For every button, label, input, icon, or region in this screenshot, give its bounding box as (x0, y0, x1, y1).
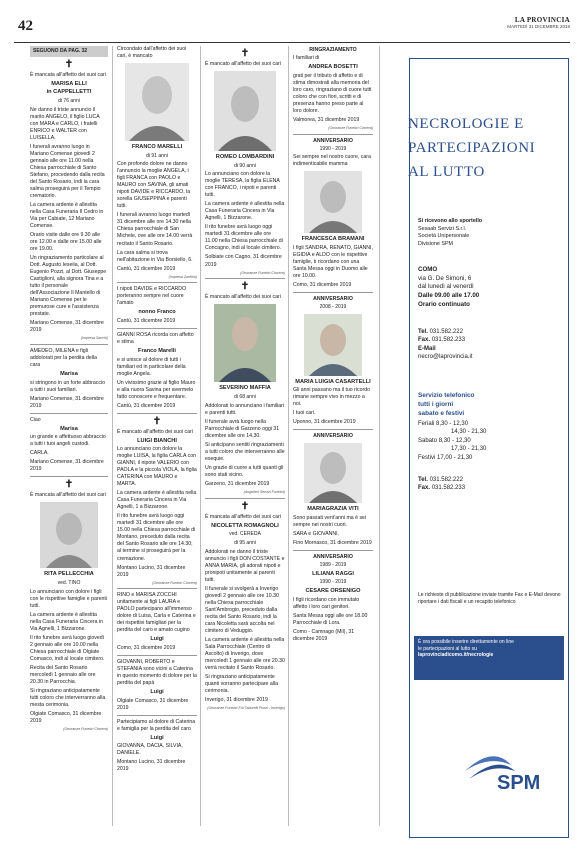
deceased-name: RITA PELLECCHIA (44, 571, 94, 578)
column-rule (112, 46, 113, 826)
office-contacts (418, 328, 563, 362)
office-street: via G. De Simoni, 6 (418, 274, 472, 282)
notice-intro: È mancata all'affetto dei suoi cari (30, 71, 106, 78)
notice-text: Il rito funebre avrà luogo giovedì 2 gennaio alle ore 10.00 nella Chiesa parrocchiale di Olgiate Comasco, indi al locale cimitero. (30, 634, 105, 662)
portrait-photo (214, 304, 276, 382)
phone-contacts (418, 476, 563, 493)
spm-logo (463, 741, 553, 793)
agency-signature: (Onoranze Funebri F.lli Taborelli Pozzi - Inverigo) (207, 706, 285, 711)
deceased-name: ROMEO LOMBARDINI (215, 154, 275, 161)
deceased-name: Marisa (60, 425, 78, 432)
notice-text: RINO e MARISA ZOCCHI unitamente ai figli LAURA e PAOLO partecipano all'immenso dolore di Luisa, Carla e Caterina e dei rispettivi famigliari per la perdita del caro e amato cugino (117, 592, 196, 634)
cross-icon: ✝ (240, 500, 250, 512)
deceased-name: MARIA LUIGIA CASARTELLI (295, 378, 371, 385)
deceased-age: di 68 anni (234, 393, 256, 400)
hours-label: Sabato (418, 437, 438, 444)
office-line: Divisione SPM (418, 240, 454, 247)
notice-text: Lo annunciano con dolore i figli con le rispettive famiglie e parenti tutti. (30, 588, 107, 609)
hours-value: 17,30 - 21,30 (451, 446, 487, 453)
notice-text: I funerali avranno luogo martedì 31 dicembre alle ore 14.30 nella Chiesa parrocchiale di San Michele, ove alle ore 14.00 verrà recitato il Santo Rosario. (117, 212, 193, 247)
column-4 (293, 46, 373, 645)
hours-value: 17,00 - 21,30 (437, 454, 473, 461)
notice-text: Santa Messa oggi alle ore 18.00 Parrocchiale di Lora. (293, 612, 368, 626)
section-title-line: NECROLOGIE E (408, 116, 524, 132)
deceased-name: LILIANA RAGGI (312, 570, 354, 577)
notice-place: Como, 31 dicembre 2019 (117, 645, 176, 652)
notice-place: Solbiate con Cagno, 31 dicembre 2019 (205, 254, 282, 268)
notice-intro: È mancato all'affetto dei suoi cari (117, 428, 193, 435)
cross-icon: ✝ (64, 58, 74, 70)
divider (117, 588, 197, 589)
hours-label: Festivi (418, 454, 436, 461)
office-address (418, 266, 563, 309)
notice-intro: Circondato dall'affetto dei suoi cari, è mancato (117, 46, 187, 60)
column-1 (30, 46, 108, 734)
cross-icon: ✝ (152, 415, 162, 427)
notice-text: Il rito funebre avrà luogo oggi martedì 31 dicembre alle ore 11.00 nella Chiesa parrocchiale di Concagno, indi al locale cimitero. (205, 224, 283, 252)
notice-place: Mariano Comense, 31 dicembre 2019 (30, 459, 104, 473)
section-title-line: PARTECIPAZIONI (408, 140, 536, 156)
anniversary-heading: ANNIVERSARIO (313, 295, 353, 302)
cross-icon: ✝ (240, 48, 250, 59)
notice-text: si stringono in un forte abbraccio a tutti i suoi familiari. (30, 379, 105, 393)
notice-text: Lo annunciano con dolore la moglie LUISA, la figlia CARLA con GIANNI, il nipote VALERIO con PAOLA e la piccola VIOLA, la figlia CATERINA con MAURO e MARTA. (117, 446, 197, 488)
notice-sign: I tuoi cari. (293, 410, 316, 417)
portrait-photo (40, 502, 98, 568)
notice-place: Cantù, 31 dicembre 2019 (117, 265, 176, 272)
column-3 (205, 46, 285, 713)
email-label: E-Mail (418, 345, 436, 352)
portrait-photo (125, 63, 189, 141)
tel-number[interactable]: 031.582.222 (429, 329, 463, 335)
phone-service-line: sabato e festivi (418, 409, 465, 417)
notice-text: La camera ardente è allestita nella Sala Parrocchiale (Centro di Ascolto) di Inverigo, dove mercoledì 1 gennaio alle ore 20.30 verrà recitato il Santo Rosario. (205, 636, 285, 671)
notice-sign: CARLA. (30, 450, 49, 457)
anniversary-heading: ANNIVERSARIO (313, 553, 353, 560)
notice-place: Fino Mornasco, 31 dicembre 2019 (293, 539, 372, 546)
column-2 (117, 46, 197, 775)
notice-text: AMEDEO, MILENA e figli addolorati per la perdita della cara (30, 347, 97, 368)
hours-value: 14,30 - 21,30 (451, 429, 487, 436)
online-banner[interactable] (414, 636, 564, 680)
notice-text: La camera ardente è allestita nella Casa Funeraria Il Cedro in Via per Cabiate, 12 Mariano Comense. (30, 201, 104, 229)
notice-sign: SARA e GIOVANNI. (293, 530, 340, 537)
notice-text: un grande e affettuoso abbraccio a tutti i tuoi angeli custodi. (30, 434, 106, 448)
notice-text: Il funerale si svolgerà a Inverigo giovedì 2 gennaio alle ore 10.30 nella Chiesa parrocchiale Sant'Ambrogio, preceduto dalla recita del Santo Rosario, indi la cara Nicoletta sarà accolta nel cimitero di Veduggio. (205, 585, 279, 634)
notice-place: Inverigo, 31 dicembre 2019 (205, 697, 268, 704)
anniversary-heading: ANNIVERSARIO (313, 433, 353, 440)
notice-text: GIOVANNI, ROBERTO e STEFANIA sono vicini a Caterina in questo momento di dolore per la perdita del papà (117, 659, 197, 687)
phone-service-line: Servizio telefonico (418, 392, 475, 399)
divider (293, 550, 373, 551)
deceased-name: Luigi (150, 689, 164, 696)
notice-text: I nipoti DAVIDE e RICCARDO porteranno sempre nel cuore l'amato (117, 286, 187, 307)
office-line: Società Unipersonale (418, 233, 470, 240)
office-line: Si ricevono allo sportello (418, 218, 483, 224)
divider (117, 282, 197, 283)
deceased-name-2: ved. CEREDA (229, 531, 261, 538)
divider (293, 429, 373, 430)
agency-signature: (Onoranze Funebri Cincera) (328, 125, 373, 130)
paper-name: LA PROVINCIA (514, 16, 570, 24)
office-continuous: Orario continuato (418, 300, 470, 308)
notice-place: Cantù, 31 dicembre 2019 (117, 318, 176, 324)
notice-text: Si ringraziano anticipatamente tutti coloro che interverranno alla mesta cerimonia. (30, 687, 106, 708)
notice-intro: È mancata all'affetto dei suoi cari (205, 513, 281, 520)
deceased-name: Luigi (150, 636, 164, 643)
notice-place: Como - Camnago (Mil), 31 dicembre 2019 (293, 628, 355, 642)
notice-text: La cara salma si trova nell'abitazione in Via Borsiello, 6. (117, 249, 193, 263)
divider (205, 498, 285, 499)
divider (293, 292, 373, 293)
notice-text: I funerali avranno luogo in Mariano Comense giovedì 2 gennaio alle ore 11.00 nella Chiesa parrocchiale di Santo Stefano, procedendo dalla recita del Santo Rosario, indi la cara salma proseguirà per il Tempio crematorio. (30, 143, 105, 199)
notice-text: Partecipiamo al dolore di Caterina e famiglia per la perdita del caro (117, 718, 196, 732)
cross-icon: ✝ (64, 479, 74, 491)
years-range: 1990 - 2019 (319, 145, 347, 152)
divider (117, 413, 197, 414)
notice-text: Sei sempre nel nostro cuore, cara indimenticabile mamma (293, 154, 371, 168)
header-rule (14, 42, 570, 43)
deceased-name-2: ved. TINO (57, 579, 81, 586)
notice-intro: È mancato all'affetto dei suoi cari (205, 294, 281, 301)
notice-intro: È mancato all'affetto dei suoi cari (205, 61, 281, 67)
notice-text: Con profondo dolore ne danno l'annuncio la moglie ANGELA, i figli FRANCA con PAOLO e MAURO con SAVINA, gli amati nipoti DAVIDE e RICCARDO, la sorella GIUSEPPINA e parenti tutti. (117, 161, 191, 210)
deceased-name: Marisa (60, 370, 78, 377)
notice-text: Addolorati lo annunciano i familiari e parenti tutti. (205, 402, 285, 416)
continued-tag: SEGUONO DA PAG. 32 (30, 46, 108, 57)
thanks-heading: RINGRAZIAMENTO (309, 47, 357, 53)
deceased-name: nonno Franco (138, 309, 176, 316)
notice-text: grati per il tributo di affetto e di stima dimostrati alla memoria del loro caro, ringraziano di cuore tutti coloro che con fiori, scritti e di presenza hanno preso parte al loro dolore. (293, 72, 372, 114)
phone-service-line: tutti i giorni (418, 400, 454, 408)
fax-label: Fax. (418, 485, 431, 492)
notice-place: Cantù, 31 dicembre 2019 (117, 402, 176, 409)
cross-icon: ✝ (240, 281, 250, 293)
column-rule (200, 46, 201, 826)
notice-place: Garzeno, 31 dicembre 2019 (205, 480, 270, 487)
notice-text: I familiari di (293, 55, 320, 62)
column-rule (379, 46, 380, 826)
portrait-photo (214, 71, 276, 151)
notice-place: Valmorea, 31 dicembre 2019 (293, 116, 360, 123)
notice-place: Olgiate Comasco, 31 dicembre 2019 (30, 710, 102, 724)
fax-label: Fax. (418, 337, 431, 344)
deceased-name: FRANCESCA BRAMANI (301, 236, 365, 243)
office-days: dal lunedì al venerdì (418, 283, 474, 291)
notice-text: La camera ardente è allestita nella Casa Funeraria Cincera in Via Agnelli, 1 Bizzarone. (205, 201, 285, 222)
office-info (418, 218, 563, 248)
submission-note: Le richieste di pubblicazione inviate tramite Fax e E-Mail devono riportare i dati fiscali e un recapito telefonico (418, 592, 561, 605)
notice-text: Si ringraziano anticipatamente quanti vorranno partecipare alla cerimonia. (205, 674, 278, 695)
deceased-name: NICOLETTA ROMAGNOLI (211, 522, 279, 529)
office-city: COMO (418, 266, 438, 273)
agency-signature: (Anghileri Servizi Funebri) (243, 489, 285, 494)
online-banner-line: È ora possibile inserire direttamente on line (418, 639, 514, 645)
divider (30, 476, 108, 477)
hours-value: 8,30 - 12,30 (438, 437, 471, 444)
office-line: Sesaab Servizi S.r.l. (418, 225, 467, 232)
years-range: 2008 - 2019 (319, 303, 347, 310)
deceased-name-2: in CAPPELLETTI (46, 89, 92, 96)
notice-place: Uponno, 31 dicembre 2019 (293, 419, 356, 426)
divider (117, 715, 197, 716)
deceased-name-2: CESARE ORSENIGO (305, 588, 361, 595)
notice-text: Addolorati ne danno il triste annuncio i figli DON COSTANTE e ANNA MARIA, gli adorati nipoti e pronipoti unitamente ai parenti tutti. (205, 548, 285, 583)
online-banner-link[interactable]: laprovinciadicomo.it/necrologie (418, 652, 494, 658)
office-hours: Dalle 09.00 alle 17.00 (418, 292, 480, 300)
portrait-photo (304, 443, 362, 503)
divider (117, 655, 197, 656)
years-range: 1990 - 2019 (319, 579, 347, 586)
notice-text: Un vivissimo grazie al figlio Mauro e alla nuora Savina per avermelo fatto conoscere e frequentare. (117, 379, 196, 400)
divider (30, 413, 108, 414)
deceased-age: di 95 anni (234, 540, 256, 546)
notice-text: Lo annunciano con dolore la moglie TERESA, la figlia ELENA con FRANCO, i nipoti e parenti tutti. (205, 171, 280, 199)
notice-text: e si unisce al dolore di tutti i familiari ed in particolare della moglie Angela. (117, 356, 186, 377)
notice-text: La camera ardente è allestita nella Casa Funeraria Cincera in Via Agnelli, 1 Bizzarone. (30, 611, 103, 632)
deceased-name: MARISA ELLI (51, 80, 87, 87)
deceased-age: di 91 anni (146, 152, 168, 159)
divider (293, 134, 373, 135)
notice-text: Gli anni passano ma il tuo ricordo rimane sempre vivo in mezzo a noi. (293, 387, 370, 408)
phone-hours (418, 420, 563, 462)
agency-signature: (Impresa Zanfrini) (168, 274, 197, 279)
page-header (14, 0, 570, 44)
divider (30, 344, 108, 345)
hours-label: Feriali (418, 421, 435, 427)
deceased-name: Franco Marelli (138, 348, 176, 355)
spm-logo-text: SPM (497, 772, 541, 793)
notice-text: I figli SANDRA, RENATO, GIANNI, EGIDIA e ALDO con le rispettive famiglie, ti ricordano con una Santa Messa oggi in Duomo alle ore 10.00. (293, 244, 373, 279)
notice-text: Un ringraziamento particolare al Dott. Augusto Ieseila, al Dott. Eugenio Pozzi, al Dott. Giuseppe Castiglioni, alla signora Tina e a tutto il personale dell'Associazione Il Mantello di Mariano Comense per le premurose cure e l'assistenza prestate. (30, 254, 107, 318)
portrait-photo (304, 171, 362, 233)
notice-text: Ciao (30, 416, 41, 423)
online-banner-line: le partecipazioni al lutto su (418, 645, 477, 652)
email-link[interactable]: necro@laprovincia.it (418, 354, 473, 361)
notice-place: Olgiate Comasco, 31 dicembre 2019 (117, 697, 189, 711)
page-number: 42 (18, 18, 33, 34)
deceased-name: SEVERINO MAFFIA (219, 385, 271, 392)
notice-text: Il funerale avrà luogo nella Parrocchiale di Garzeno oggi 31 dicembre alle ore 14.30. (205, 418, 280, 439)
notice-text: Recita del Santo Rosario mercoledì 1 gennaio alle ore 20.30 in Parrocchia. (30, 664, 96, 685)
divider (117, 328, 197, 329)
tel-label: Tel. (418, 329, 428, 335)
tel-number[interactable]: 031.582.222 (429, 477, 463, 483)
agency-signature: (Onoranze Funebri Cincera) (152, 580, 197, 585)
fax-number[interactable]: 031.582.233 (431, 337, 466, 344)
notice-text: Sono passati vent'anni ma è sei sempre nei nostri cuori. (293, 514, 367, 528)
fax-number[interactable]: 031.582.233 (431, 485, 466, 492)
notice-intro: È mancata all'affetto dei suoi cari (30, 492, 106, 499)
notice-place: Como, 31 dicembre 2019 (293, 281, 352, 288)
hours-value: 8,30 - 12,30 (436, 421, 469, 427)
deceased-name: ANDREA BOSETTI (308, 64, 358, 71)
notice-text: Un grazie di cuore a tutti quanti gli sono stati vicino. (205, 464, 284, 478)
notice-text: La camera ardente è allestita nella Casa Funeraria Cincera in Via Agnelli, 1 a Bizzarone. (117, 490, 197, 511)
notice-place: Mariano Comense, 31 dicembre 2019 (30, 395, 104, 409)
notice-place: Montano Lucino, 31 dicembre 2019 (117, 759, 186, 773)
deceased-name: LUIGI BIANCHI (137, 437, 177, 444)
agency-signature: (Impresa Sacchi) (80, 336, 108, 341)
agency-signature: (Onoranze Funebri Cincera) (63, 726, 108, 731)
deceased-name: Luigi (150, 734, 164, 741)
phone-service-heading (418, 392, 563, 419)
notice-text: GIANNI ROSA ricorda con affetto e stima (117, 332, 194, 346)
column-rule (288, 46, 289, 826)
portrait-photo (304, 314, 362, 376)
notice-text: Orario visite dalle ore 9.30 alle ore 12.00 e dalle ore 15.00 alle ore 19.00. (30, 231, 102, 252)
deceased-name: FRANCO MARELLI (131, 144, 183, 151)
deceased-name: MARIAGRAZIA VITI (307, 506, 359, 513)
deceased-age: di 76 anni (58, 97, 80, 104)
notice-text: Ne danno il triste annuncio il marito ANGELO, il figlio LUCA con MARA e CARLO, i fratelli ENRICO e WALTER con LUISELLA. (30, 106, 100, 141)
section-title-line: AL LUTTO (408, 164, 485, 180)
anniversary-heading: ANNIVERSARIO (313, 137, 353, 144)
notice-place: Montano Lucino, 31 dicembre 2019 (117, 564, 186, 578)
masthead (507, 16, 570, 29)
notice-text: Si anticipano sentiti ringraziamenti a tutti coloro che interverranno alle esequie. (205, 441, 285, 462)
tel-label: Tel. (418, 477, 428, 483)
deceased-age: di 90 anni (234, 162, 256, 169)
years-range: 1989 - 2019 (319, 562, 347, 568)
notice-text: I figli ricordano con immutato affetto i loro cari genitori. (293, 596, 360, 610)
agency-signature: (Onoranze Funebri Cincera) (240, 270, 285, 275)
notice-place: Mariano Comense, 31 dicembre 2019 (30, 320, 104, 334)
notice-sign: GIOVANNA, DACIA, SILVIA, DANIELE. (117, 743, 183, 757)
paper-date: MARTEDÌ 31 DICEMBRE 2019 (507, 24, 570, 29)
notice-text: Il rito funebre avrà luogo oggi martedì 31 dicembre alle ore 15.00 nella Chiesa parrocchiale di Montano, preceduto dalla recita del Santo Rosario alle ore 14.30; al termine si proseguirà per la cremazione. (117, 513, 196, 562)
divider (205, 278, 285, 279)
section-title (408, 112, 570, 184)
